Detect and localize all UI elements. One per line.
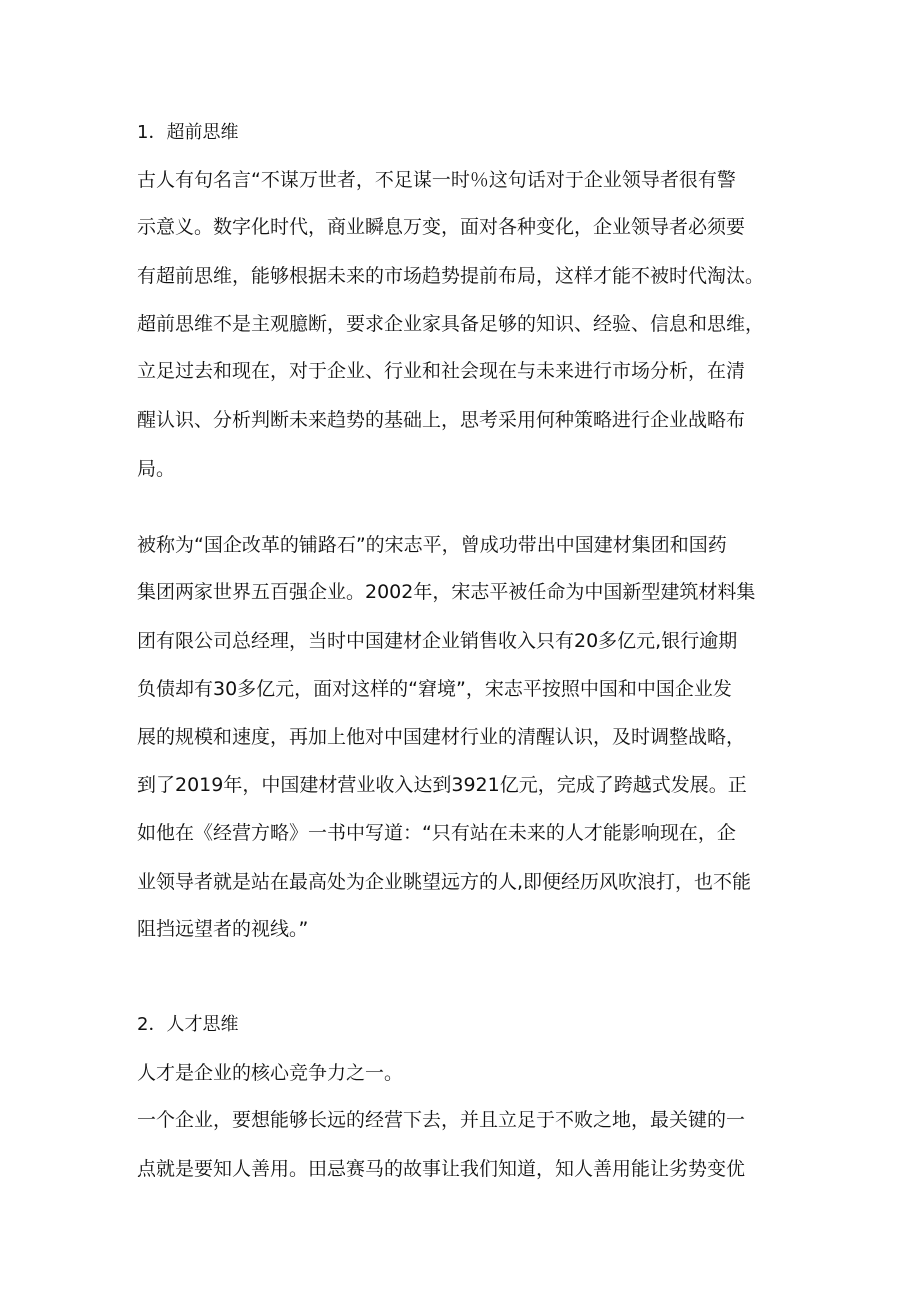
section-1-paragraph-2-line-2: 集团两家世界五百强企业。2002年，宋志平被任命为中国新型建筑材料集 (137, 581, 756, 603)
section-1-paragraph-1-line-1: 古人有句名言“不谋万世者，不足谋一时％这句话对于企业领导者很有警 (137, 169, 736, 191)
section-2-heading: 2．人才思维 (137, 1014, 239, 1035)
section-1-paragraph-1-line-3: 有超前思维，能够根据未来的市场趋势提前布局，这样才能不被时代淘汰。 (137, 265, 765, 287)
section-1-paragraph-1-line-5: 立足过去和现在，对于企业、行业和社会现在与未来进行市场分析，在清 (137, 360, 746, 382)
section-1-paragraph-2-line-9: 阻挡远望者的视线。” (137, 918, 309, 940)
section-2-paragraph-2-line-2: 点就是要知人善用。田忌赛马的故事让我们知道，知人善用能让劣势变优 (137, 1158, 746, 1180)
section-1-paragraph-1-line-2: 示意义。数字化时代，商业瞬息万变，面对各种变化，企业领导者必须要 (137, 216, 746, 238)
section-1-paragraph-2-line-1: 被称为“国企改革的铺路石”的宋志平，曾成功带出中国建材集团和国药 (137, 534, 727, 556)
section-1-paragraph-2-line-7: 如他在《经营方略》一书中写道：“只有站在未来的人才能影响现在，企 (137, 822, 736, 844)
section-1-paragraph-1-line-4: 超前思维不是主观臆断，要求企业家具备足够的知识、经验、信息和思维， (137, 313, 765, 335)
section-1-paragraph-2-line-6: 到了2019年，中国建材营业收入达到3921亿元，完成了跨越式发展。正 (137, 774, 747, 796)
section-1-paragraph-1-line-7: 局。 (137, 458, 176, 480)
section-1-paragraph-2-line-3: 团有限公司总经理，当时中国建材企业销售收入只有20多亿元,银行逾期 (137, 630, 738, 652)
section-1-paragraph-2-line-5: 展的规模和速度，再加上他对中国建材行业的清醒认识，及时调整战略， (137, 726, 746, 748)
section-1-heading: 1．超前思维 (137, 122, 239, 143)
section-1-paragraph-2-line-8: 业领导者就是站在最高处为企业眺望远方的人,即便经历风吹浪打，也不能 (137, 871, 752, 893)
section-1-paragraph-2-line-4: 负债却有30多亿元，面对这样的“窘境”，宋志平按照中国和中国企业发 (137, 678, 732, 700)
section-2-paragraph-1-line-1: 人才是企业的核心竞争力之一。 (137, 1062, 404, 1084)
section-2-paragraph-2-line-1: 一个企业，要想能够长远的经营下去，并且立足于不败之地，最关键的一 (137, 1109, 746, 1131)
section-1-paragraph-1-line-6: 醒认识、分析判断未来趋势的基础上，思考采用何种策略进行企业战略布 (137, 409, 746, 431)
